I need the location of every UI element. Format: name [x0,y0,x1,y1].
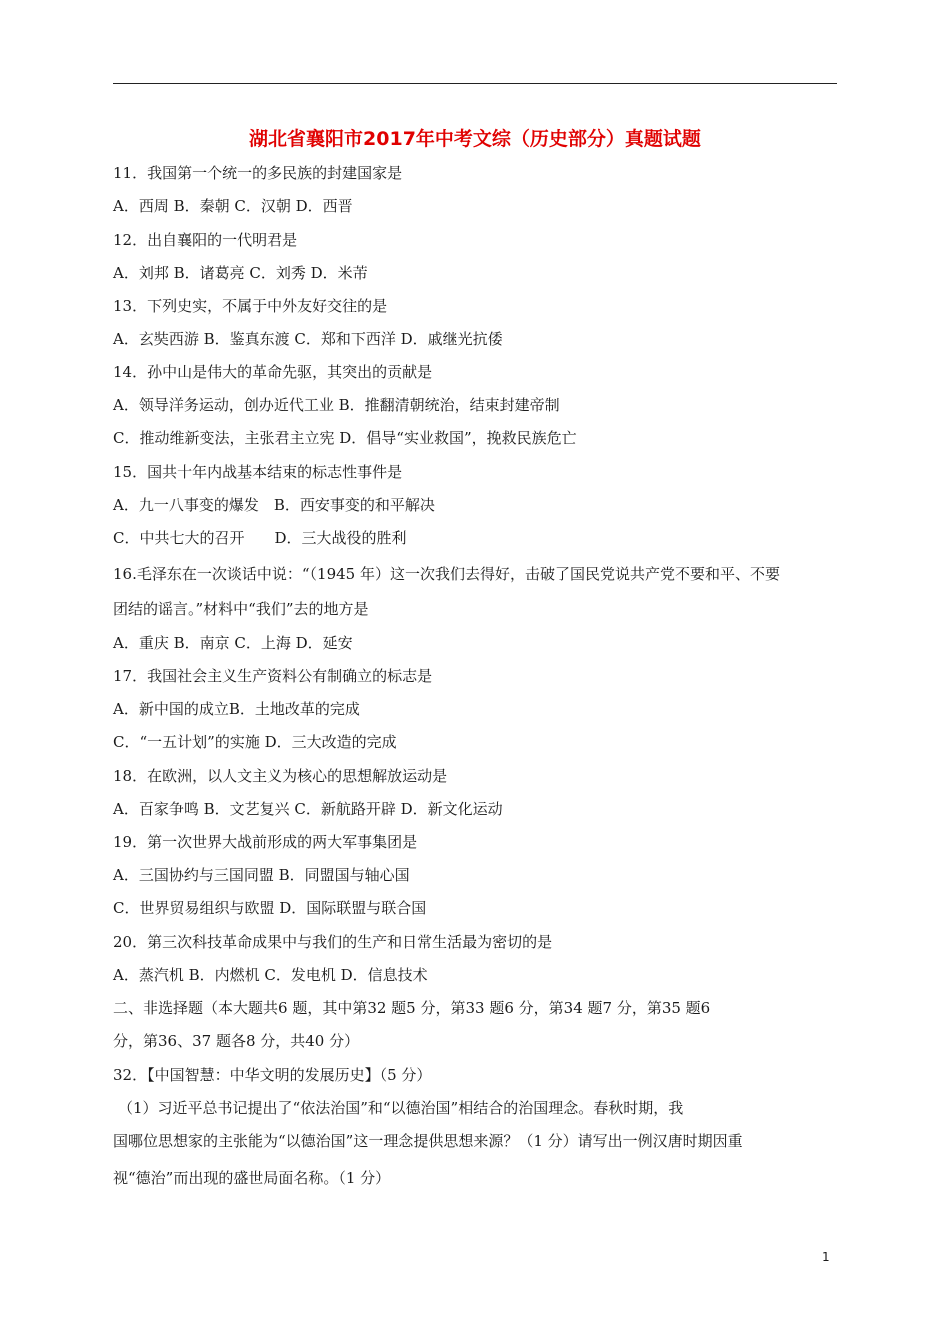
options-17-cd: C．“一五计划”的实施 D．三大改造的完成 [113,733,397,751]
options-11: A．西周 B．秦朝 C．汉朝 D．西晋 [113,197,353,215]
question-32-part-1: （1）习近平总书记提出了“依法治国”和“以德治国”相结合的治国理念。春秋时期，我 [118,1099,684,1117]
section-2-header: 二、非选择题（本大题共6 题，其中第32 题5 分，第33 题6 分，第34 题7 分，第35 题6 [113,999,711,1017]
header-rule [113,83,837,84]
question-17: 17．我国社会主义生产资料公有制确立的标志是 [113,667,433,685]
question-20: 20．第三次科技革命成果中与我们的生产和日常生活最为密切的是 [113,933,553,951]
options-15-ab: A．九一八事变的爆发 B．西安事变的和平解决 [113,496,435,514]
options-16: A．重庆 B．南京 C．上海 D．延安 [113,634,353,652]
options-12: A．刘邦 B．诸葛亮 C．刘秀 D．米芾 [113,264,368,282]
question-15: 15．国共十年内战基本结束的标志性事件是 [113,463,403,481]
question-13: 13．下列史实，不属于中外友好交往的是 [113,297,388,315]
options-15-cd: C．中共七大的召开 D．三大战役的胜利 [113,529,407,547]
options-18: A．百家争鸣 B．文艺复兴 C．新航路开辟 D．新文化运动 [113,800,503,818]
options-17-ab: A．新中国的成立B．土地改革的完成 [113,700,360,718]
question-32-part-1-cont: 国哪位思想家的主张能为“以德治国”这一理念提供思想来源？（1 分）请写出一例汉唐时期因重 [113,1132,743,1150]
question-18: 18．在欧洲，以人文主义为核心的思想解放运动是 [113,767,448,785]
options-14-cd: C．推动维新变法，主张君主立宪 D．倡导“实业救国”，挽救民族危亡 [113,429,577,447]
question-12: 12．出自襄阳的一代明君是 [113,231,298,249]
page-number: 1 [822,1250,830,1264]
question-32-part-1-end: 视“德治”而出现的盛世局面名称。（1 分） [113,1169,391,1187]
options-13: A．玄奘西游 B．鉴真东渡 C．郑和下西洋 D．戚继光抗倭 [113,330,503,348]
question-14: 14．孙中山是伟大的革命先驱，其突出的贡献是 [113,363,433,381]
options-19-cd: C．世界贸易组织与欧盟 D．国际联盟与联合国 [113,899,427,917]
section-2-header-cont: 分，第36、37 题各8 分，共40 分） [113,1032,360,1050]
options-20: A．蒸汽机 B．内燃机 C．发电机 D．信息技术 [113,966,428,984]
options-19-ab: A．三国协约与三国同盟 B．同盟国与轴心国 [113,866,410,884]
question-16: 16.毛泽东在一次谈话中说：“（1945 年）这一次我们去得好，击破了国民党说共产党不要和平、不要 [113,565,780,583]
page-title: 湖北省襄阳市2017年中考文综（历史部分）真题试题 [249,128,701,150]
question-11: 11．我国第一个统一的多民族的封建国家是 [113,164,403,182]
question-19: 19．第一次世界大战前形成的两大军事集团是 [113,833,418,851]
question-16-cont: 团结的谣言。”材料中“我们”去的地方是 [113,600,369,618]
options-14-ab: A．领导洋务运动，创办近代工业 B．推翻清朝统治，结束封建帝制 [113,396,560,414]
question-32: 32．【中国智慧：中华文明的发展历史】（5 分） [113,1066,432,1084]
